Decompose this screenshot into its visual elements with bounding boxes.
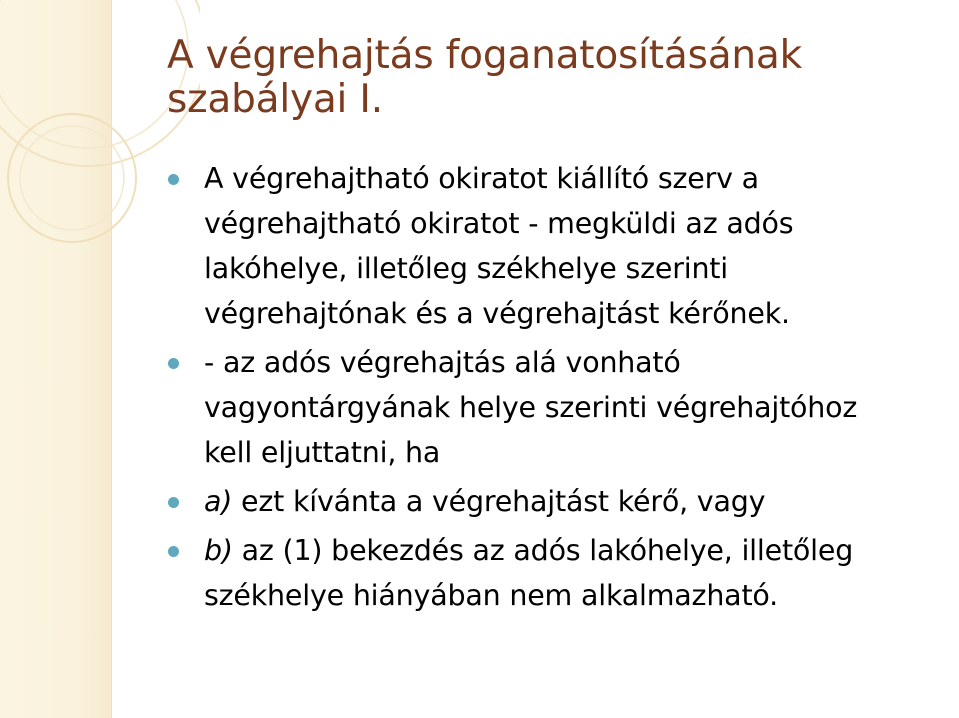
title-line-1: A végrehajtás foganatosításának — [167, 33, 803, 78]
deco-circle-core — [20, 126, 124, 230]
item-4-line-2: székhelye hiányában nem alkalmazható. — [204, 579, 779, 612]
item-1-line-1: A végrehajtható okiratot kiállító szerv a — [204, 162, 759, 195]
item-2-line-2: vagyontárgyának helye szerinti végrehajtóhoz — [204, 391, 858, 424]
item-4-label: b) — [204, 534, 233, 567]
bullet-item-3 — [167, 479, 937, 524]
item-3-label: a) — [204, 485, 233, 518]
item-2-line-3: kell eljuttatni, ha — [204, 436, 441, 469]
item-1-line-2: végrehajtható okiratot - megküldi az adós — [204, 207, 794, 240]
bullet-dot-icon — [168, 358, 179, 369]
deco-circle-middle — [0, 0, 188, 148]
item-2-line-1: - az adós végrehajtás alá vonható — [204, 346, 681, 379]
item-3-line-1 — [204, 479, 937, 524]
bullet-list — [167, 156, 937, 618]
item-1-line-3: lakóhelye, illetőleg székhelye szerinti — [204, 252, 729, 285]
bullet-item-1 — [167, 156, 937, 336]
item-1-line-4: végrehajtónak és a végrehajtást kérőnek. — [204, 297, 790, 330]
slide-title — [167, 34, 927, 122]
bullet-dot-icon — [168, 497, 179, 508]
item-4-line-1 — [204, 528, 937, 573]
item-4-text: az (1) bekezdés az adós lakóhelye, illetőleg — [232, 534, 854, 567]
title-line-2: szabályai I. — [167, 77, 383, 122]
deco-circle-inner — [8, 114, 136, 242]
bullet-dot-icon — [168, 174, 179, 185]
bullet-item-2 — [167, 340, 937, 475]
item-3-text: ezt kívánta a végrehajtást kérő, vagy — [232, 485, 766, 518]
bullet-item-4 — [167, 528, 937, 618]
bullet-dot-icon — [168, 546, 179, 557]
